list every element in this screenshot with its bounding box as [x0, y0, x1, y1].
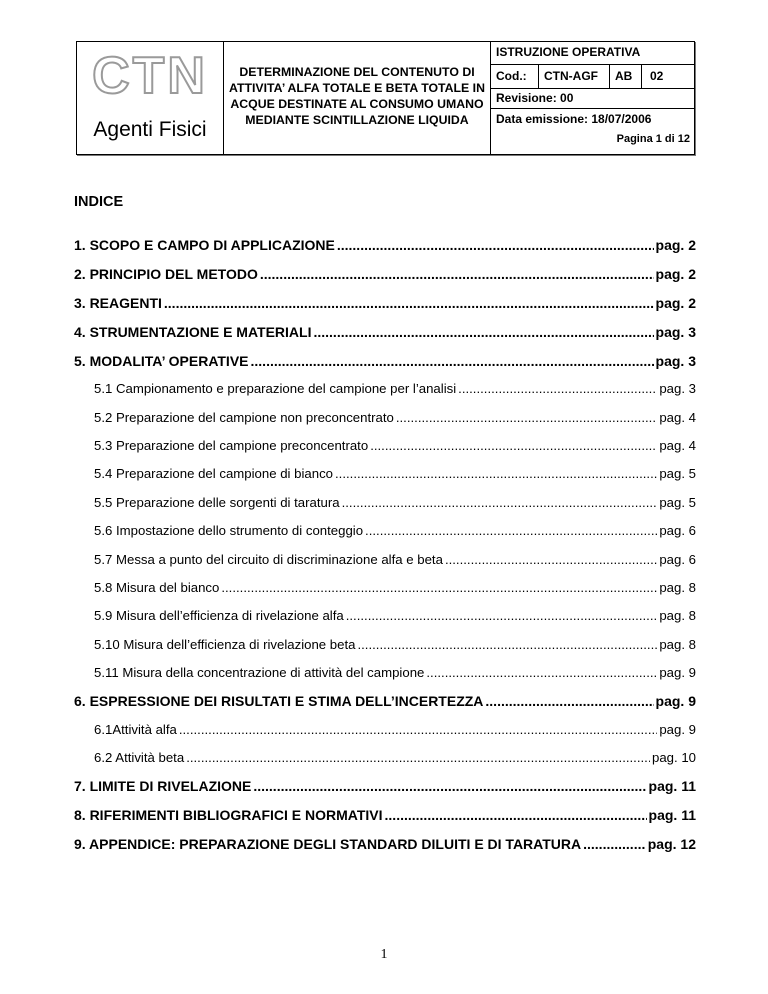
toc-entry-page: pag. 5 — [659, 495, 696, 510]
document-header — [76, 41, 695, 155]
toc-entry-title: 5. MODALITA’ OPERATIVE — [74, 353, 249, 369]
toc-entry — [94, 410, 696, 425]
toc-leader-dots — [458, 381, 657, 396]
code-row — [491, 64, 694, 89]
toc-entry — [74, 237, 696, 253]
toc-entry-page: pag. 10 — [652, 750, 696, 765]
toc-entry-title: 5.5 Preparazione delle sorgenti di taratura — [94, 495, 340, 510]
date-page-row — [491, 108, 694, 154]
toc-entry-page: pag. 2 — [655, 295, 696, 311]
toc-leader-dots — [337, 237, 654, 253]
toc-entry-title: 5.3 Preparazione del campione preconcentrato — [94, 438, 369, 453]
toc-leader-dots — [251, 353, 654, 369]
toc-entry-title: 5.10 Misura dell’efficienza di rivelazione beta — [94, 637, 356, 652]
toc-entry-title: 5.2 Preparazione del campione non preconcentrato — [94, 410, 394, 425]
code-label: Cod.: — [496, 69, 527, 83]
toc-entry-title: 6.2 Attività beta — [94, 750, 185, 765]
toc-entry — [94, 750, 696, 765]
toc-entry-title: 7. LIMITE DI RIVELAZIONE — [74, 778, 252, 794]
toc-entry — [94, 495, 696, 510]
page-counter: Pagina 1 di 12 — [616, 133, 690, 145]
toc-entry-page: pag. 8 — [659, 637, 696, 652]
toc-entry-page: pag. 6 — [659, 523, 696, 538]
code-value: CTN-AGF — [544, 69, 598, 83]
toc-entry — [94, 466, 696, 481]
toc-leader-dots — [253, 778, 646, 794]
toc-entry-page: pag. 12 — [647, 836, 696, 852]
toc-entry-title: 6. ESPRESSIONE DEI RISULTATI E STIMA DELL’INCERTEZZA — [74, 693, 484, 709]
toc-leader-dots — [342, 495, 658, 510]
title-cell — [224, 42, 491, 154]
toc-entry-page: pag. 8 — [659, 580, 696, 595]
toc-entry-page: pag. 6 — [659, 552, 696, 567]
toc-entry — [74, 778, 696, 794]
toc-entry-title: 5.4 Preparazione del campione di bianco — [94, 466, 333, 481]
toc-leader-dots — [485, 693, 653, 709]
doc-type-row — [491, 42, 694, 65]
toc-entry-title: 3. REAGENTI — [74, 295, 162, 311]
toc-entry — [94, 665, 696, 680]
toc-entry — [94, 608, 696, 623]
toc-leader-dots — [396, 410, 657, 425]
toc-entry — [74, 324, 696, 340]
toc-entry-page: pag. 3 — [659, 381, 696, 396]
code-part-ab: AB — [615, 69, 633, 83]
toc-entry-title: 8. RIFERIMENTI BIBLIOGRAFICI E NORMATIVI — [74, 807, 383, 823]
index-heading: INDICE — [74, 194, 124, 210]
toc-entry-page: pag. 3 — [655, 324, 696, 340]
toc-entry-title: 5.6 Impostazione dello strumento di conteggio — [94, 523, 364, 538]
toc-entry-page: pag. 9 — [655, 693, 696, 709]
toc-entry — [74, 693, 696, 709]
toc-leader-dots — [583, 836, 646, 852]
toc-leader-dots — [313, 324, 653, 340]
toc-entry-page: pag. 8 — [659, 608, 696, 623]
toc-leader-dots — [357, 637, 657, 652]
toc-entry-page: pag. 5 — [659, 466, 696, 481]
toc-entry-page: pag. 3 — [655, 353, 696, 369]
toc-entry-title: 9. APPENDICE: PREPARAZIONE DEGLI STANDARD DILUITI E DI TARATURA — [74, 836, 582, 852]
toc-entry — [94, 722, 696, 737]
toc-entry-title: 5.8 Misura del bianco — [94, 580, 220, 595]
toc-leader-dots — [221, 580, 657, 595]
toc-leader-dots — [186, 750, 650, 765]
toc-entry — [74, 353, 696, 369]
toc-entry-page: pag. 9 — [659, 665, 696, 680]
toc-entry-title: 1. SCOPO E CAMPO DI APPLICAZIONE — [74, 237, 335, 253]
toc-entry — [74, 807, 696, 823]
toc-entry-page: pag. 11 — [648, 778, 696, 794]
revision: Revisione: 00 — [496, 91, 574, 105]
toc-entry — [94, 438, 696, 453]
logo-cell — [77, 42, 224, 154]
toc-leader-dots — [164, 295, 654, 311]
toc-entry-title: 5.9 Misura dell’efficienza di rivelazione alfa — [94, 608, 344, 623]
toc-entry-title: 5.11 Misura della concentrazione di attività del campione — [94, 665, 425, 680]
toc-entry-title: 2. PRINCIPIO DEL METODO — [74, 266, 258, 282]
issue-date: Data emissione: 18/07/2006 — [496, 112, 652, 126]
toc-entry-page: pag. 9 — [659, 722, 696, 737]
doc-type: ISTRUZIONE OPERATIVA — [496, 45, 641, 59]
toc-leader-dots — [370, 438, 657, 453]
toc-entry — [94, 637, 696, 652]
toc-entry — [74, 295, 696, 311]
page-number: 1 — [380, 947, 388, 962]
toc-entry-page: pag. 4 — [659, 438, 696, 453]
toc-leader-dots — [179, 722, 657, 737]
toc-entry — [94, 523, 696, 538]
toc-entry-page: pag. 2 — [655, 237, 696, 253]
toc-leader-dots — [346, 608, 658, 623]
toc-entry-title: 6.1Attività alfa — [94, 722, 177, 737]
toc-leader-dots — [426, 665, 657, 680]
ctn-logo: CTN — [92, 47, 208, 105]
toc-entry-title: 4. STRUMENTAZIONE E MATERIALI — [74, 324, 312, 340]
revision-row — [491, 88, 694, 109]
toc-leader-dots — [365, 523, 657, 538]
toc-leader-dots — [445, 552, 657, 567]
toc-entry — [94, 580, 696, 595]
toc-leader-dots — [260, 266, 654, 282]
info-cell — [491, 42, 694, 154]
toc-entry — [94, 552, 696, 567]
toc-entry — [74, 266, 696, 282]
toc-entry-page: pag. 2 — [655, 266, 696, 282]
toc-entry-title: 5.1 Campionamento e preparazione del campione per l’analisi — [94, 381, 457, 396]
toc-entry-title: 5.7 Messa a punto del circuito di discriminazione alfa e beta — [94, 552, 443, 567]
toc-leader-dots — [335, 466, 657, 481]
org-name: Agenti Fisici — [93, 118, 207, 141]
toc-entry — [94, 381, 696, 396]
toc-leader-dots — [385, 807, 647, 823]
toc-entry — [74, 836, 696, 852]
code-part-number: 02 — [650, 69, 664, 83]
toc-entry-page: pag. 11 — [648, 807, 696, 823]
document-title: DETERMINAZIONE DEL CONTENUTO DI ATTIVITA’ ALFA TOTALE E BETA TOTALE IN ACQUE DESTINATE AL CONSUMO UMANO MEDIANTE SCINTILLAZIONE LIQUIDA — [229, 65, 485, 127]
toc-entry-page: pag. 4 — [659, 410, 696, 425]
